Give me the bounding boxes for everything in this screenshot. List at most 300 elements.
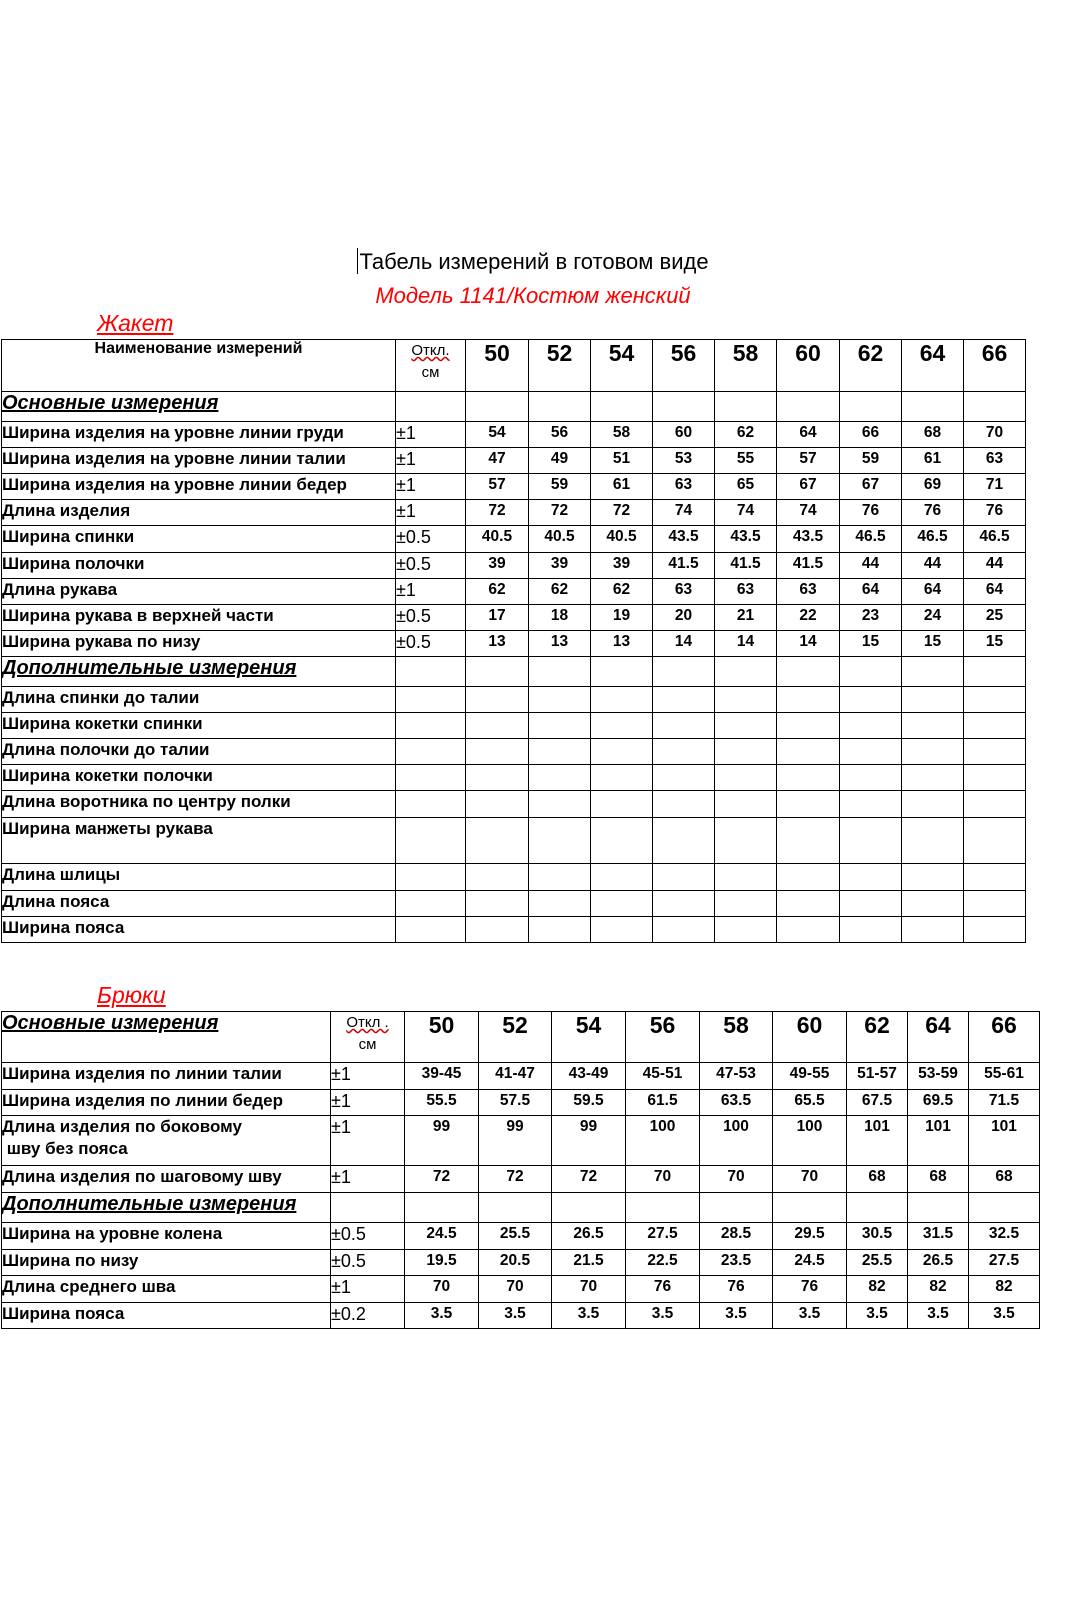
measurement-value: 27.5 xyxy=(626,1223,700,1250)
measurement-value: 3.5 xyxy=(773,1303,847,1329)
size-header: 56 xyxy=(626,1012,700,1063)
empty-cell xyxy=(964,392,1026,422)
page-title-text: Табель измерений в готовом виде xyxy=(359,249,709,274)
measurement-deviation: ±1 xyxy=(396,579,466,605)
measurement-value: 63 xyxy=(715,579,777,605)
empty-cell xyxy=(529,687,591,713)
table-row xyxy=(2,422,1026,448)
measurement-value: 69.5 xyxy=(908,1090,969,1116)
measurement-name: Ширина пояса xyxy=(2,917,396,943)
empty-cell xyxy=(840,392,902,422)
measurement-value: 40.5 xyxy=(529,526,591,553)
empty-cell xyxy=(840,891,902,917)
measurement-deviation: ±0.5 xyxy=(331,1223,405,1250)
measurement-name: Длина среднего шва xyxy=(2,1276,331,1303)
measurement-value: 43-49 xyxy=(552,1063,626,1090)
table-row xyxy=(2,818,1026,864)
measurement-value: 20.5 xyxy=(479,1250,552,1276)
empty-cell xyxy=(466,687,529,713)
measurement-name: Ширина кокетки полочки xyxy=(2,765,396,791)
table-row xyxy=(2,553,1026,579)
measurement-deviation: ±0.2 xyxy=(331,1303,405,1329)
measurement-value: 76 xyxy=(700,1276,773,1303)
measurement-value: 14 xyxy=(653,631,715,657)
empty-cell xyxy=(529,713,591,739)
measurement-value: 59 xyxy=(840,448,902,474)
table-row xyxy=(2,917,1026,943)
empty-cell xyxy=(653,713,715,739)
measurement-value: 70 xyxy=(700,1166,773,1193)
measurement-value: 100 xyxy=(700,1116,773,1166)
empty-cell xyxy=(396,687,466,713)
measurement-name: Ширина спинки xyxy=(2,526,396,553)
measurement-value: 3.5 xyxy=(908,1303,969,1329)
measurement-value: 3.5 xyxy=(552,1303,626,1329)
empty-cell xyxy=(715,739,777,765)
measurement-value: 61 xyxy=(902,448,964,474)
size-header: 62 xyxy=(847,1012,908,1063)
empty-cell xyxy=(840,739,902,765)
measurement-name: Длина изделия по шаговому шву xyxy=(2,1166,331,1193)
empty-cell xyxy=(653,864,715,891)
measurement-value: 14 xyxy=(715,631,777,657)
trousers-label: Брюки xyxy=(97,982,166,1008)
header-row xyxy=(2,1012,1040,1063)
empty-cell xyxy=(591,818,653,864)
measurement-value: 25.5 xyxy=(479,1223,552,1250)
empty-cell xyxy=(715,765,777,791)
empty-cell xyxy=(653,818,715,864)
table-row xyxy=(2,474,1026,500)
measurement-name: Длина шлицы xyxy=(2,864,396,891)
measurement-value: 71 xyxy=(964,474,1026,500)
header-row xyxy=(2,340,1026,392)
measurement-value: 62 xyxy=(466,579,529,605)
empty-cell xyxy=(591,891,653,917)
size-header: 54 xyxy=(552,1012,626,1063)
measurement-deviation: ±1 xyxy=(396,500,466,526)
measurement-value: 76 xyxy=(773,1276,847,1303)
measurement-name: Ширина изделия по линии талии xyxy=(2,1063,331,1090)
empty-cell xyxy=(700,1193,773,1223)
empty-cell xyxy=(396,818,466,864)
measurement-value: 99 xyxy=(405,1116,479,1166)
table-row xyxy=(2,791,1026,818)
measurement-value: 13 xyxy=(529,631,591,657)
measurement-value: 45-51 xyxy=(626,1063,700,1090)
empty-cell xyxy=(396,713,466,739)
measurement-value: 51 xyxy=(591,448,653,474)
column-header-deviation xyxy=(396,340,466,392)
empty-cell xyxy=(777,657,840,687)
empty-cell xyxy=(653,739,715,765)
size-header: 56 xyxy=(653,340,715,392)
measurement-value: 44 xyxy=(840,553,902,579)
measurement-value: 24.5 xyxy=(405,1223,479,1250)
measurement-value: 21.5 xyxy=(552,1250,626,1276)
measurement-value: 67.5 xyxy=(847,1090,908,1116)
measurement-value: 99 xyxy=(479,1116,552,1166)
empty-cell xyxy=(840,657,902,687)
deviation-unit: см xyxy=(421,364,440,381)
measurement-value: 23 xyxy=(840,605,902,631)
measurement-value: 100 xyxy=(626,1116,700,1166)
measurement-value: 63 xyxy=(964,448,1026,474)
table-row xyxy=(2,765,1026,791)
empty-cell xyxy=(840,713,902,739)
empty-cell xyxy=(902,687,964,713)
column-header-name: Наименование измерений xyxy=(2,340,396,392)
empty-cell xyxy=(591,713,653,739)
empty-cell xyxy=(396,739,466,765)
measurement-value: 53-59 xyxy=(908,1063,969,1090)
measurement-value: 30.5 xyxy=(847,1223,908,1250)
measurement-value: 3.5 xyxy=(405,1303,479,1329)
measurement-value: 55 xyxy=(715,448,777,474)
size-header: 50 xyxy=(405,1012,479,1063)
measurement-value: 62 xyxy=(529,579,591,605)
size-header: 60 xyxy=(773,1012,847,1063)
measurement-value: 19.5 xyxy=(405,1250,479,1276)
measurement-value: 55.5 xyxy=(405,1090,479,1116)
size-header: 64 xyxy=(908,1012,969,1063)
measurement-value: 66 xyxy=(840,422,902,448)
empty-cell xyxy=(964,864,1026,891)
empty-cell xyxy=(466,392,529,422)
measurement-value: 46.5 xyxy=(964,526,1026,553)
table-row xyxy=(2,605,1026,631)
measurement-deviation: ±1 xyxy=(331,1116,405,1166)
measurement-deviation: ±1 xyxy=(396,448,466,474)
measurement-value: 43.5 xyxy=(715,526,777,553)
measurement-value: 20 xyxy=(653,605,715,631)
measurement-value: 69 xyxy=(902,474,964,500)
measurement-value: 65.5 xyxy=(773,1090,847,1116)
measurement-value: 74 xyxy=(777,500,840,526)
measurement-value: 3.5 xyxy=(847,1303,908,1329)
measurement-name: Ширина изделия на уровне линии бедер xyxy=(2,474,396,500)
measurement-deviation: ±1 xyxy=(331,1090,405,1116)
empty-cell xyxy=(653,891,715,917)
empty-cell xyxy=(964,713,1026,739)
empty-cell xyxy=(591,864,653,891)
measurement-value: 82 xyxy=(969,1276,1040,1303)
empty-cell xyxy=(466,657,529,687)
measurement-value: 56 xyxy=(529,422,591,448)
measurement-value: 72 xyxy=(405,1166,479,1193)
measurement-value: 68 xyxy=(969,1166,1040,1193)
table-row xyxy=(2,713,1026,739)
empty-cell xyxy=(902,657,964,687)
empty-cell xyxy=(529,791,591,818)
measurement-value: 44 xyxy=(964,553,1026,579)
measurement-value: 24.5 xyxy=(773,1250,847,1276)
measurement-value: 40.5 xyxy=(466,526,529,553)
measurement-deviation: ±1 xyxy=(331,1063,405,1090)
measurement-value: 70 xyxy=(405,1276,479,1303)
measurement-name: Ширина на уровне колена xyxy=(2,1223,331,1250)
page-subtitle: Модель 1141/Костюм женский xyxy=(375,283,691,308)
measurement-value: 28.5 xyxy=(700,1223,773,1250)
table-row xyxy=(2,526,1026,553)
empty-cell xyxy=(902,818,964,864)
empty-cell xyxy=(715,713,777,739)
measurement-value: 68 xyxy=(902,422,964,448)
measurement-value: 101 xyxy=(908,1116,969,1166)
measurement-value: 29.5 xyxy=(773,1223,847,1250)
empty-cell xyxy=(466,713,529,739)
table-row xyxy=(2,1250,1040,1276)
measurement-deviation: ±1 xyxy=(396,474,466,500)
measurement-name: Ширина рукава в верхней части xyxy=(2,605,396,631)
empty-cell xyxy=(847,1193,908,1223)
empty-cell xyxy=(653,687,715,713)
empty-cell xyxy=(529,891,591,917)
empty-cell xyxy=(715,687,777,713)
measurement-value: 3.5 xyxy=(479,1303,552,1329)
empty-cell xyxy=(591,739,653,765)
measurement-value: 27.5 xyxy=(969,1250,1040,1276)
empty-cell xyxy=(529,392,591,422)
measurement-deviation: ±1 xyxy=(396,422,466,448)
measurement-value: 41.5 xyxy=(653,553,715,579)
empty-cell xyxy=(964,791,1026,818)
measurement-name: Длина пояса xyxy=(2,891,396,917)
empty-cell xyxy=(331,1193,405,1223)
empty-cell xyxy=(777,765,840,791)
measurement-value: 71.5 xyxy=(969,1090,1040,1116)
empty-cell xyxy=(777,739,840,765)
measurement-value: 23.5 xyxy=(700,1250,773,1276)
measurement-name: Длина рукава xyxy=(2,579,396,605)
measurement-value: 64 xyxy=(840,579,902,605)
measurement-value: 57 xyxy=(466,474,529,500)
measurement-value: 62 xyxy=(715,422,777,448)
empty-cell xyxy=(591,917,653,943)
measurement-value: 61.5 xyxy=(626,1090,700,1116)
empty-cell xyxy=(902,791,964,818)
table-row xyxy=(2,1090,1040,1116)
table-row xyxy=(2,891,1026,917)
measurement-name: Длина полочки до талии xyxy=(2,739,396,765)
measurement-name: Ширина изделия на уровне линии груди xyxy=(2,422,396,448)
empty-cell xyxy=(969,1193,1040,1223)
table-row xyxy=(2,448,1026,474)
measurement-deviation: ±1 xyxy=(331,1166,405,1193)
empty-cell xyxy=(653,765,715,791)
measurement-value: 13 xyxy=(466,631,529,657)
size-header: 66 xyxy=(964,340,1026,392)
empty-cell xyxy=(715,392,777,422)
measurement-value: 63 xyxy=(653,474,715,500)
empty-cell xyxy=(777,392,840,422)
measurement-value: 68 xyxy=(908,1166,969,1193)
measurement-deviation: ±0.5 xyxy=(396,605,466,631)
empty-cell xyxy=(902,392,964,422)
measurement-name: Ширина кокетки спинки xyxy=(2,713,396,739)
measurement-deviation: ±0.5 xyxy=(396,631,466,657)
measurement-value: 67 xyxy=(840,474,902,500)
empty-cell xyxy=(396,864,466,891)
empty-cell xyxy=(466,765,529,791)
deviation-label: Откл . xyxy=(346,1014,389,1031)
measurement-value: 74 xyxy=(715,500,777,526)
empty-cell xyxy=(591,687,653,713)
empty-cell xyxy=(529,765,591,791)
empty-cell xyxy=(396,657,466,687)
empty-cell xyxy=(396,891,466,917)
empty-cell xyxy=(777,891,840,917)
measurement-value: 40.5 xyxy=(591,526,653,553)
empty-cell xyxy=(653,657,715,687)
table-row xyxy=(2,1063,1040,1090)
empty-cell xyxy=(466,891,529,917)
measurement-value: 58 xyxy=(591,422,653,448)
empty-cell xyxy=(396,791,466,818)
measurement-value: 67 xyxy=(777,474,840,500)
empty-cell xyxy=(466,818,529,864)
measurement-name: Длина воротника по центру полки xyxy=(2,791,396,818)
jacket-label: Жакет xyxy=(97,310,174,336)
measurement-value: 76 xyxy=(840,500,902,526)
empty-cell xyxy=(626,1193,700,1223)
measurement-value: 31.5 xyxy=(908,1223,969,1250)
empty-cell xyxy=(591,392,653,422)
size-header: 52 xyxy=(529,340,591,392)
empty-cell xyxy=(715,818,777,864)
empty-cell xyxy=(777,713,840,739)
measurement-value: 55-61 xyxy=(969,1063,1040,1090)
empty-cell xyxy=(479,1193,552,1223)
measurement-value: 22 xyxy=(777,605,840,631)
trousers-measurements-table xyxy=(1,1011,1040,1329)
empty-cell xyxy=(529,818,591,864)
empty-cell xyxy=(715,864,777,891)
measurement-value: 21 xyxy=(715,605,777,631)
measurement-value: 22.5 xyxy=(626,1250,700,1276)
size-header: 54 xyxy=(591,340,653,392)
empty-cell xyxy=(466,864,529,891)
measurement-value: 101 xyxy=(847,1116,908,1166)
section-extra-measurements: Дополнительные измерения xyxy=(2,657,396,687)
column-header-deviation xyxy=(331,1012,405,1063)
measurement-value: 82 xyxy=(847,1276,908,1303)
measurement-value: 62 xyxy=(591,579,653,605)
deviation-unit: см xyxy=(358,1036,377,1053)
empty-cell xyxy=(840,864,902,891)
measurement-value: 54 xyxy=(466,422,529,448)
empty-cell xyxy=(529,739,591,765)
measurement-name: Ширина пояса xyxy=(2,1303,331,1329)
empty-cell xyxy=(777,818,840,864)
measurement-value: 100 xyxy=(773,1116,847,1166)
empty-cell xyxy=(715,917,777,943)
measurement-name: Ширина изделия на уровне линии талии xyxy=(2,448,396,474)
empty-cell xyxy=(466,917,529,943)
table-row xyxy=(2,739,1026,765)
table-row xyxy=(2,864,1026,891)
measurement-value: 72 xyxy=(591,500,653,526)
empty-cell xyxy=(466,739,529,765)
empty-cell xyxy=(964,739,1026,765)
measurement-value: 57 xyxy=(777,448,840,474)
measurement-value: 57.5 xyxy=(479,1090,552,1116)
empty-cell xyxy=(964,687,1026,713)
measurement-value: 59 xyxy=(529,474,591,500)
table-row xyxy=(2,500,1026,526)
table-row xyxy=(2,1303,1040,1329)
empty-cell xyxy=(591,657,653,687)
empty-cell xyxy=(777,791,840,818)
measurement-value: 13 xyxy=(591,631,653,657)
measurement-name-line2: шву без пояса xyxy=(2,1139,128,1158)
measurement-value: 15 xyxy=(964,631,1026,657)
measurement-name xyxy=(2,1116,331,1166)
measurement-value: 72 xyxy=(479,1166,552,1193)
measurement-value: 41-47 xyxy=(479,1063,552,1090)
empty-cell xyxy=(840,917,902,943)
measurement-value: 70 xyxy=(479,1276,552,1303)
measurement-value: 49 xyxy=(529,448,591,474)
section-row xyxy=(2,657,1026,687)
empty-cell xyxy=(715,657,777,687)
empty-cell xyxy=(777,687,840,713)
empty-cell xyxy=(964,765,1026,791)
empty-cell xyxy=(396,392,466,422)
measurement-value: 64 xyxy=(964,579,1026,605)
empty-cell xyxy=(902,765,964,791)
measurement-value: 72 xyxy=(529,500,591,526)
empty-cell xyxy=(552,1193,626,1223)
table-row xyxy=(2,579,1026,605)
empty-cell xyxy=(902,891,964,917)
measurement-value: 3.5 xyxy=(700,1303,773,1329)
measurement-value: 47 xyxy=(466,448,529,474)
measurement-value: 25 xyxy=(964,605,1026,631)
measurement-value: 49-55 xyxy=(773,1063,847,1090)
measurement-value: 70 xyxy=(552,1276,626,1303)
empty-cell xyxy=(529,917,591,943)
empty-cell xyxy=(840,818,902,864)
measurement-value: 72 xyxy=(552,1166,626,1193)
measurement-value: 24 xyxy=(902,605,964,631)
table-row xyxy=(2,631,1026,657)
measurement-deviation: ±0.5 xyxy=(331,1250,405,1276)
measurement-value: 46.5 xyxy=(840,526,902,553)
measurement-name: Ширина рукава по низу xyxy=(2,631,396,657)
empty-cell xyxy=(840,765,902,791)
empty-cell xyxy=(653,392,715,422)
measurement-value: 70 xyxy=(964,422,1026,448)
measurement-name: Длина спинки до талии xyxy=(2,687,396,713)
measurement-value: 60 xyxy=(653,422,715,448)
measurement-value: 61 xyxy=(591,474,653,500)
measurement-name: Длина изделия xyxy=(2,500,396,526)
measurement-value: 68 xyxy=(847,1166,908,1193)
empty-cell xyxy=(908,1193,969,1223)
measurement-value: 51-57 xyxy=(847,1063,908,1090)
measurement-value: 64 xyxy=(902,579,964,605)
size-header: 60 xyxy=(777,340,840,392)
measurement-value: 39 xyxy=(591,553,653,579)
measurement-value: 41.5 xyxy=(777,553,840,579)
empty-cell xyxy=(964,657,1026,687)
empty-cell xyxy=(466,791,529,818)
measurement-value: 76 xyxy=(964,500,1026,526)
empty-cell xyxy=(964,891,1026,917)
section-row xyxy=(2,1193,1040,1223)
measurement-name: Ширина изделия по линии бедер xyxy=(2,1090,331,1116)
